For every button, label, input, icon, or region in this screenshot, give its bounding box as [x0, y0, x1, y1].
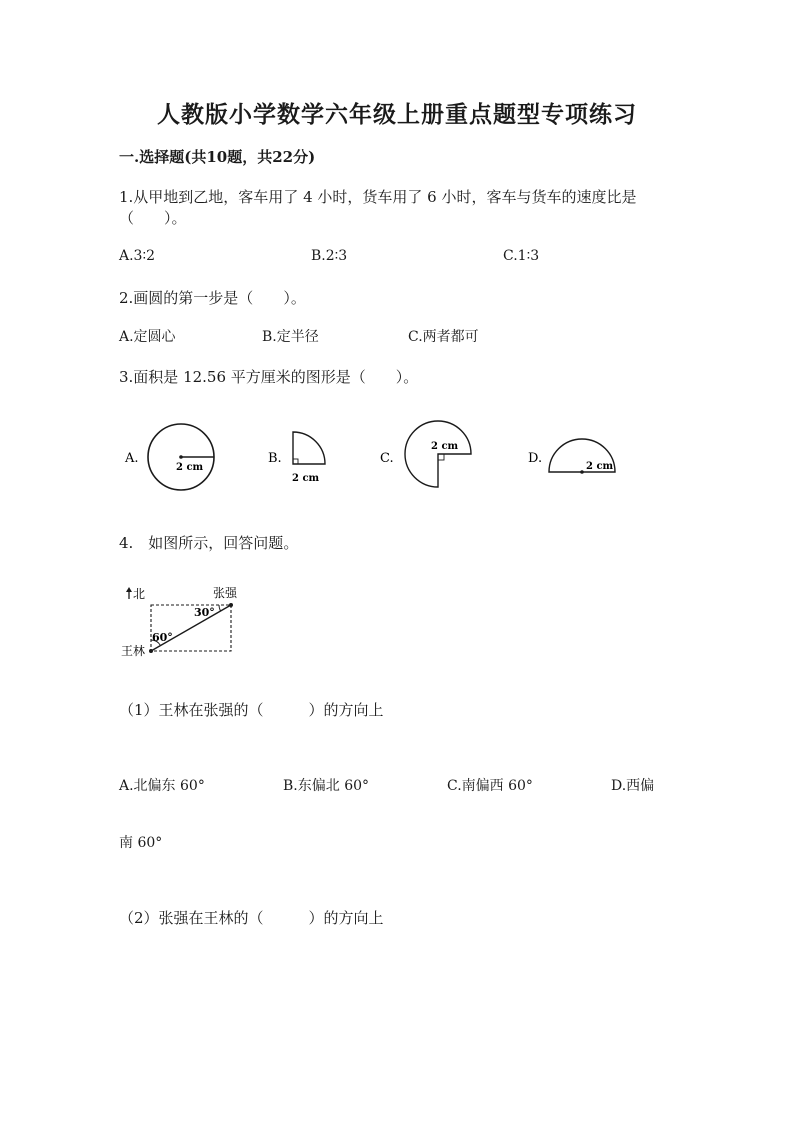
question-3-text: 3.面积是 12.56 平方厘米的图形是（ ）。 — [119, 368, 419, 386]
figure-c-three-quarter-circle[interactable] — [380, 421, 471, 487]
question-4-sub1-option-b[interactable]: B.东偏北 60° — [283, 778, 370, 794]
question-4-sub1-option-a[interactable]: A.北偏东 60° — [119, 778, 205, 794]
question-2-text: 2.画圆的第一步是（ ）。 — [119, 289, 306, 307]
question-4-sub1-option-d[interactable]: D.西偏 — [611, 778, 655, 794]
figure-b-radius-label: 2 cm — [292, 473, 320, 484]
north-label: 北 — [133, 587, 146, 601]
question-4-sub1-option-c[interactable]: C.南偏西 60° — [447, 778, 533, 794]
question-4-sub1-text: （1）王林在张强的（ ）的方向上 — [119, 701, 384, 719]
figure-a-full-circle[interactable] — [124, 424, 214, 490]
direction-diagram — [110, 580, 270, 660]
question-4-sub2-text: （2）张强在王林的（ ）的方向上 — [119, 909, 384, 927]
page-title: 人教版小学数学六年级上册重点题型专项练习 — [157, 101, 637, 128]
figure-d-radius-label: 2 cm — [586, 461, 614, 472]
question-4-text: 4. 如图所示，回答问题。 — [119, 534, 299, 552]
question-1-text: 1.从甲地到乙地，客车用了 4 小时，货车用了 6 小时，客车与货车的速度比是 — [119, 188, 637, 206]
angle-60-label: 60° — [152, 631, 173, 644]
question-1-blank: （ ）。 — [119, 209, 187, 227]
figure-c-radius-label: 2 cm — [431, 441, 459, 452]
question-3-figures — [0, 410, 794, 500]
figure-d-semicircle[interactable] — [528, 439, 615, 474]
north-arrow-icon — [126, 587, 132, 599]
figure-a-letter: A. — [125, 451, 139, 466]
question-4-sub1-option-d-wrap[interactable]: 南 60° — [119, 835, 163, 851]
wang-lin-label: 王林 — [121, 644, 146, 658]
figure-a-radius-label: 2 cm — [176, 462, 204, 473]
question-1-option-c[interactable]: C.1∶3 — [503, 248, 540, 264]
question-1-option-a[interactable]: A.3∶2 — [119, 248, 156, 264]
figure-b-quarter-circle[interactable] — [268, 432, 325, 484]
figure-d-letter: D. — [528, 451, 543, 466]
section-heading: 一.选择题(共10题，共22分) — [119, 148, 316, 166]
question-2-option-a[interactable]: A.定圆心 — [119, 329, 176, 345]
figure-c-letter: C. — [380, 451, 394, 466]
figure-b-letter: B. — [268, 451, 282, 466]
question-1-option-b[interactable]: B.2∶3 — [311, 248, 348, 264]
question-2-option-b[interactable]: B.定半径 — [262, 329, 319, 345]
question-2-option-c[interactable]: C.两者都可 — [408, 329, 479, 345]
angle-30-label: 30° — [194, 606, 215, 619]
zhang-qiang-label: 张强 — [213, 586, 238, 600]
